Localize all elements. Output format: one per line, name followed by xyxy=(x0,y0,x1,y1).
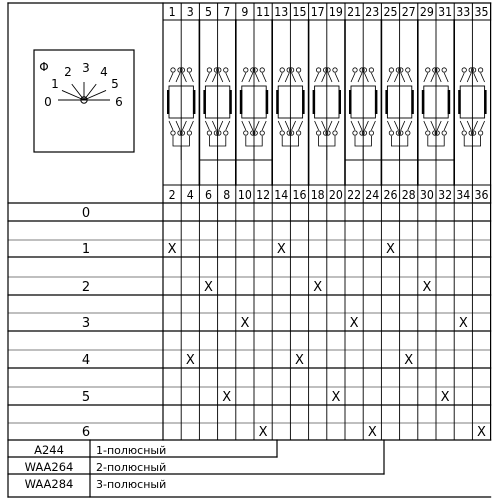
bottom-contact-number: 24 xyxy=(365,188,380,202)
bottom-contact-number: 18 xyxy=(310,188,325,202)
bottom-contact-number: 28 xyxy=(401,188,416,202)
cam-bar xyxy=(375,90,378,114)
switch-mark: X xyxy=(331,390,341,405)
terminal-bottom xyxy=(426,131,430,135)
top-contact-number: 15 xyxy=(292,5,307,19)
cam-bar xyxy=(484,90,487,114)
cam-bar xyxy=(385,90,388,114)
top-contact-number: 17 xyxy=(310,5,325,19)
cam-bar xyxy=(302,90,305,114)
bottom-contact-number: 4 xyxy=(186,188,194,202)
top-contact-number: 11 xyxy=(256,5,271,19)
terminal-top xyxy=(426,68,430,72)
terminal-bottom xyxy=(207,131,211,135)
bottom-contact-number: 34 xyxy=(456,188,471,202)
labels xyxy=(25,5,489,491)
dial-position-label: 0 xyxy=(44,95,52,109)
switch-mark: X xyxy=(204,280,213,295)
terminal-top xyxy=(224,68,228,72)
position-label: 2 xyxy=(81,280,91,295)
switch-mark: X xyxy=(167,242,177,257)
position-label: 0 xyxy=(81,206,91,221)
switch-mark: X xyxy=(386,242,395,257)
terminal-bottom xyxy=(442,131,446,135)
top-contact-number: 29 xyxy=(419,5,434,19)
dial-position-label: 1 xyxy=(51,77,59,91)
top-contact-number: 13 xyxy=(274,5,289,19)
position-label: 6 xyxy=(81,425,91,440)
cam-bar xyxy=(266,90,269,114)
terminal-bottom xyxy=(353,131,357,135)
terminal-top xyxy=(187,68,191,72)
top-contact-number: 33 xyxy=(456,5,471,19)
phi-symbol: Φ xyxy=(39,60,49,74)
dial-position-label: 3 xyxy=(82,61,90,75)
top-contact-number: 3 xyxy=(186,5,194,19)
cam-bar xyxy=(422,90,425,114)
terminal-bottom xyxy=(369,131,373,135)
terminal-bottom xyxy=(389,131,393,135)
terminal-bottom xyxy=(224,131,228,135)
dial-position-label: 5 xyxy=(111,77,119,91)
dial-position-label: 4 xyxy=(100,65,108,79)
cam-bar xyxy=(240,90,243,114)
bottom-contact-number: 6 xyxy=(205,188,212,202)
bottom-contact-number: 20 xyxy=(328,188,343,202)
bottom-contact-number: 12 xyxy=(256,188,271,202)
cam-bar xyxy=(203,90,206,114)
switch-mark: X xyxy=(349,316,359,331)
switch-mark: X xyxy=(276,242,286,257)
top-contact-number: 19 xyxy=(328,5,343,19)
terminal-bottom xyxy=(406,131,410,135)
bottom-contact-number: 16 xyxy=(292,188,307,202)
top-contact-number: 1 xyxy=(168,5,176,19)
model-description: 2-полюсный xyxy=(96,461,167,474)
switch-mark: X xyxy=(222,390,232,405)
switch-mark: X xyxy=(313,280,323,295)
switch-mark: X xyxy=(477,425,486,440)
top-contact-number: 5 xyxy=(205,5,212,19)
switch-mark: X xyxy=(295,353,304,368)
switch-mark: X xyxy=(422,280,432,295)
top-contact-number: 21 xyxy=(347,5,362,19)
cam-bar xyxy=(229,90,232,114)
model-code: A244 xyxy=(34,443,64,457)
cam-bar xyxy=(411,90,414,114)
cam-bar xyxy=(448,90,451,114)
terminal-bottom xyxy=(171,131,175,135)
top-contact-number: 23 xyxy=(365,5,380,19)
terminal-bottom xyxy=(296,131,300,135)
terminal-top xyxy=(296,68,300,72)
cam-bar xyxy=(193,90,196,114)
terminal-top xyxy=(171,68,175,72)
top-contact-number: 9 xyxy=(241,5,249,19)
terminal-top xyxy=(316,68,320,72)
top-contact-number: 31 xyxy=(438,5,453,19)
grid-lines xyxy=(8,3,491,497)
terminal-top xyxy=(442,68,446,72)
top-contact-number: 7 xyxy=(223,5,231,19)
cam-bar xyxy=(167,90,170,114)
bottom-contact-number: 8 xyxy=(223,188,231,202)
dial-position-label: 2 xyxy=(64,65,72,79)
switch-mark: X xyxy=(240,316,250,331)
terminal-top xyxy=(478,68,482,72)
bottom-contact-number: 36 xyxy=(474,188,489,202)
model-code: WAA284 xyxy=(24,477,74,491)
bottom-contact-number: 26 xyxy=(383,188,398,202)
terminal-bottom xyxy=(244,131,248,135)
terminal-bottom xyxy=(280,131,284,135)
switch-mark: X xyxy=(185,353,195,368)
position-label: 1 xyxy=(81,242,91,257)
cam-bar xyxy=(349,90,352,114)
terminal-bottom xyxy=(333,131,337,135)
terminal-top xyxy=(207,68,211,72)
bottom-contact-number: 22 xyxy=(347,188,362,202)
terminal-top xyxy=(369,68,373,72)
bottom-contact-number: 14 xyxy=(274,188,289,202)
model-description: 1-полюсный xyxy=(96,444,167,457)
position-label: 3 xyxy=(81,316,91,331)
terminal-top xyxy=(333,68,337,72)
cam-bar xyxy=(313,90,316,114)
terminal-bottom xyxy=(478,131,482,135)
top-contact-number: 27 xyxy=(401,5,416,19)
terminal-top xyxy=(260,68,264,72)
cam-bar xyxy=(339,90,342,114)
terminal-bottom xyxy=(462,131,466,135)
model-code: WAA264 xyxy=(24,460,74,474)
switch-mark: X xyxy=(440,390,450,405)
terminal-top xyxy=(462,68,466,72)
switch-mark: X xyxy=(367,425,377,440)
bottom-contact-number: 30 xyxy=(419,188,434,202)
terminal-bottom xyxy=(316,131,320,135)
switch-mark: X xyxy=(258,425,268,440)
model-description: 3-полюсный xyxy=(96,478,167,491)
terminal-top xyxy=(406,68,410,72)
cam-bar xyxy=(458,90,461,114)
bottom-contact-number: 10 xyxy=(237,188,252,202)
switch-mark: X xyxy=(404,353,414,368)
terminal-bottom xyxy=(260,131,264,135)
terminal-top xyxy=(244,68,248,72)
terminal-top xyxy=(280,68,284,72)
bottom-contact-number: 32 xyxy=(438,188,453,202)
bottom-contact-number: 2 xyxy=(168,188,176,202)
terminal-top xyxy=(353,68,357,72)
position-label: 5 xyxy=(81,390,91,405)
top-contact-number: 35 xyxy=(474,5,489,19)
top-contact-number: 25 xyxy=(383,5,398,19)
position-label: 4 xyxy=(81,353,91,368)
cam-bar xyxy=(276,90,279,114)
terminal-bottom xyxy=(187,131,191,135)
selector-dial xyxy=(34,50,134,152)
switch-mark: X xyxy=(458,316,468,331)
terminal-top xyxy=(389,68,393,72)
dial-position-label: 6 xyxy=(115,95,123,109)
